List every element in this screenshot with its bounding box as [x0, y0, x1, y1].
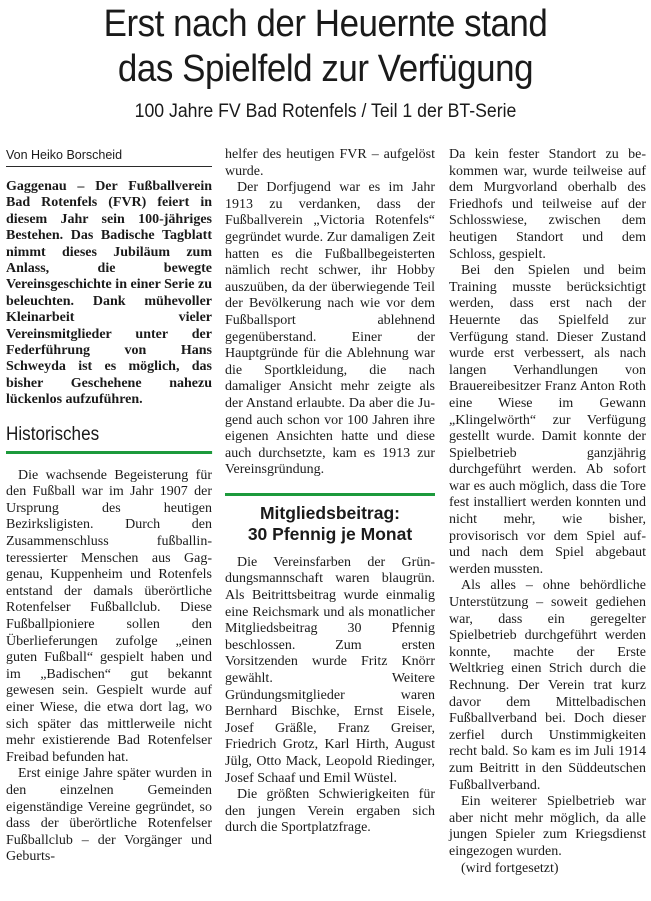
paragraph-continued-2: Da kein fester Standort zu bekommen war, wurde teilweise auf dem Murgvorland oberhalb des Friedhofs und teilweise auf der Schlosswiese, zwischen dem heutigen Standort und dem Schloss, gespielt.: [449, 147, 646, 262]
paragraph-mitgliedsbeitrag-3: Bei den Spielen und beim Training musste berücksichtigt werden, dass erst nach der Heuernte das Spielfeld zur Verfügung stand. Dieser Zustand wurde erst verbessert, als nach langen Verhandlungen von Brauereibesitzer Franz Anton Roth eine Wiese im Gewann „Klingelwörth“ zur Verfügung gestellt wurde. Damit konnte der Spielbetrieb ganzjährig durchgeführt werden. Ab sofort war es auch möglich, dass die Tore fest installiert werden konnten und nicht mehr, wie bisher, provisorisch vor dem Spiel auf- und nach dem Spiel abgebaut werden mussten.: [449, 263, 646, 577]
section-heading-line-2: 30 Pfennig je Monat: [247, 523, 413, 544]
headline: [26, 2, 625, 92]
closing-note: (wird fortgesetzt): [461, 860, 559, 876]
lead-paragraph: Gaggenau – Der Fußballverein Bad Rotenfels (FVR) feiert in diesem Jahr sein 100-jähriges Bestehen. Das Badische Tagblatt nimmt dieses Jubiläum zum Anlass, die bewegte Vereinsgeschichte in einer Serie zu beleuchten. Dank mühevoller Kleinarbeit vieler Vereinsmitglieder unter der Federführung von Hans Schweyda ist es möglich, das bisher Geschehene nahezu lückenlos aufzuführen.: [6, 179, 212, 408]
byline: Von Heiko Borscheid: [6, 147, 212, 167]
paragraph-mitgliedsbeitrag-2: Die größten Schwierigkeiten für den jungen Verein ergaben sich durch die Sportplatzfrage.: [225, 787, 435, 836]
paragraph-historisches-2: Erst einige Jahre später wurden in den einzelnen Gemeinden eigenständige Vereine gegründet, so dass der überörtliche Rotenfelser Fußballclub – der Vorgänger und Geburts-: [6, 766, 212, 865]
column-1: [6, 147, 212, 866]
headline-line-2: das Spielfeld zur Verfügung: [117, 48, 534, 90]
paragraph-historisches-3: Der Dorfjugend war es im Jahr 1913 zu verdanken, dass der Fußballverein „Victoria Rotenfels“ gegründet wurde. Zur damaligen Zeit hatten es die Fußballbegeisterten nämlich recht schwer, ihr Hobby auszuüben, da der überwiegende Teil der Bevölkerung nach wie vor dem Fußballsport ablehnend gegenüberstand. Einer der Hauptgründe für die Ablehnung war die Sportkleidung, die nach damaliger Ansicht mehr zeigte als der Anstand erlaubte. Da aber die Jugend auch schon vor 100 Jahren ihre eigenen Ansichten hatte und diese auch durchsetzte, kam es 1913 zur Vereinsgründung.: [225, 180, 435, 478]
paragraph-mitgliedsbeitrag-1: Die Vereinsfarben der Gründungsmannschaft waren blaugrün. Als Beitrittsbeitrag wurde einmalig eine Reichsmark und als monatlicher Mitgliedsbeitrag 30 Pfennig beschlossen. Zum ersten Vorsitzenden wurde Fritz Knörr gewählt. Weitere Gründungsmitglieder waren Bernhard Bischke, Ernst Eisele, Josef Gräßle, Franz Greiser, Friedrich Grotz, Karl Hirth, August Jülg, Otto Mack, Leopold Riedinger, Josef Schaaf und Emil Wüstel.: [225, 554, 435, 786]
subheadline: 100 Jahre FV Bad Rotenfels / Teil 1 der BT-Serie: [134, 101, 517, 122]
section-heading-line-1: Mitgliedsbeitrag:: [259, 502, 400, 523]
paragraph-mitgliedsbeitrag-4: Als alles – ohne behördliche Unterstützung – soweit gediehen war, dass ein geregelter Spielbetrieb durchgeführt werden konnte, machte der Erste Weltkrieg einen Strich durch die Rechnung. Der Verein trat kurz davor dem Mittelbadischen Fußballverband bei. Doch dieser zerfiel durch Unstimmigkeiten recht bald. So kam es im Juli 1914 zum Beitritt in den Süddeutschen Fußballverband.: [449, 578, 646, 793]
section-heading-mitgliedsbeitrag: [225, 493, 435, 545]
paragraph-continued: helfer des heutigen FVR – aufgelöst wurde.: [225, 147, 435, 179]
section-heading-historisches: Historisches: [6, 423, 212, 454]
column-3: [449, 147, 646, 877]
paragraph-mitgliedsbeitrag-5: Ein weiterer Spielbetrieb war aber nicht mehr möglich, da alle jungen Spieler zum Kriegsdienst eingezogen wurden.: [449, 794, 646, 859]
column-2: [225, 147, 435, 837]
headline-line-1: Erst nach der Heuernte stand: [103, 3, 548, 45]
paragraph-historisches-1: Die wachsende Begeisterung für den Fußball war im Jahr 1907 der Ursprung des heutigen Bezirksligisten. Durch den Zusammenschluss fußballinteressierter Menschen aus Gaggenau, Kuppenheim und Rotenfels entstand der damals überörtliche Rotenfelser Fußballclub. Diese Fußballpioniere sollen den Überlieferungen zufolge „einen guten Fußball“ gespielt haben und im „Badischen“ gut bekannt gewesen sein. Gespielt wurde auf einer Wiese, die etwa dort lag, wo sich später das mittlerweile nicht mehr existierende Bad Rotenfelser Freibad befunden hat.: [6, 467, 212, 765]
